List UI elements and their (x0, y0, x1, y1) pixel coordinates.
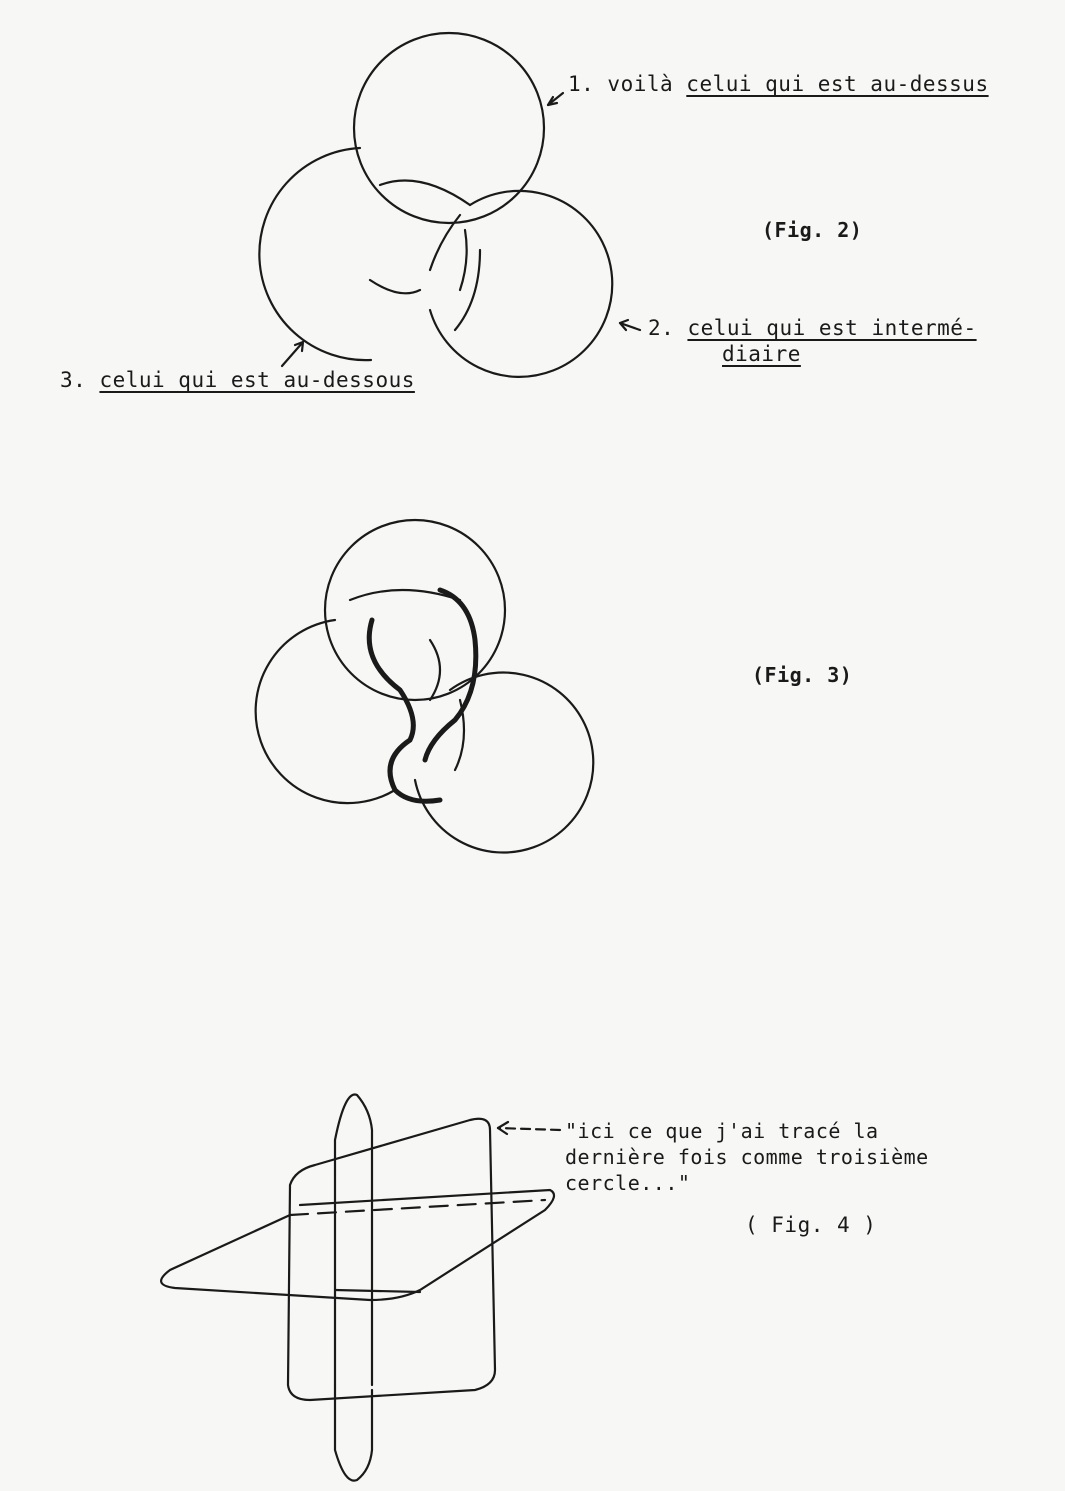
fig2-ring-left (259, 148, 371, 360)
fig2-annotation-3 (60, 368, 415, 392)
fig2-arc-a (380, 181, 470, 206)
fig4-three-planes (161, 1095, 554, 1481)
fig2-borromean-rings (259, 33, 612, 377)
fig3-ring-right (415, 673, 593, 853)
fig2-arc-e (455, 250, 480, 330)
fig3-rings-with-knot (256, 520, 594, 853)
fig2-annotation-1 (568, 72, 989, 96)
fig4-quote: "ici ce que j'ai tracé la dernière fois comme troisième cercle..." (565, 1119, 929, 1195)
fig3-thick-strand-a (369, 620, 440, 801)
fig4-wing (161, 1190, 554, 1300)
fig2-annotation-1-underlined: celui qui est au-dessus (686, 72, 989, 96)
fig4-oval-top (335, 1095, 372, 1175)
fig3-ring-left (256, 620, 395, 803)
fig3-ring-top (325, 520, 505, 700)
fig2-annotation-2-prefix: 2. (648, 316, 688, 340)
fig2-annotation-2 (648, 316, 977, 340)
fig2-ring-top (354, 33, 544, 223)
fig4-label: ( Fig. 4 ) (745, 1213, 877, 1237)
fig4-dashed-arrow (498, 1122, 560, 1134)
fig4-parallelogram (288, 1119, 495, 1400)
fig2-annotation-2-line1: celui qui est intermé- (687, 316, 977, 340)
fig2-arrows (282, 93, 640, 366)
fig2-arc-d (370, 280, 420, 293)
fig4-oval-bottom (335, 1385, 372, 1481)
fig2-arc-c (460, 230, 467, 290)
fig2-label: (Fig. 2) (762, 218, 863, 242)
fig2-annotation-2-line2: diaire (722, 342, 801, 366)
fig3-thick-strand-b (425, 590, 476, 760)
fig2-annotation-1-prefix: 1. voilà (568, 72, 687, 96)
fig2-annotation-3-prefix: 3. (60, 368, 100, 392)
fig2-annotation-3-underlined: celui qui est au-dessous (99, 368, 415, 392)
fig3-label: (Fig. 3) (752, 663, 853, 687)
